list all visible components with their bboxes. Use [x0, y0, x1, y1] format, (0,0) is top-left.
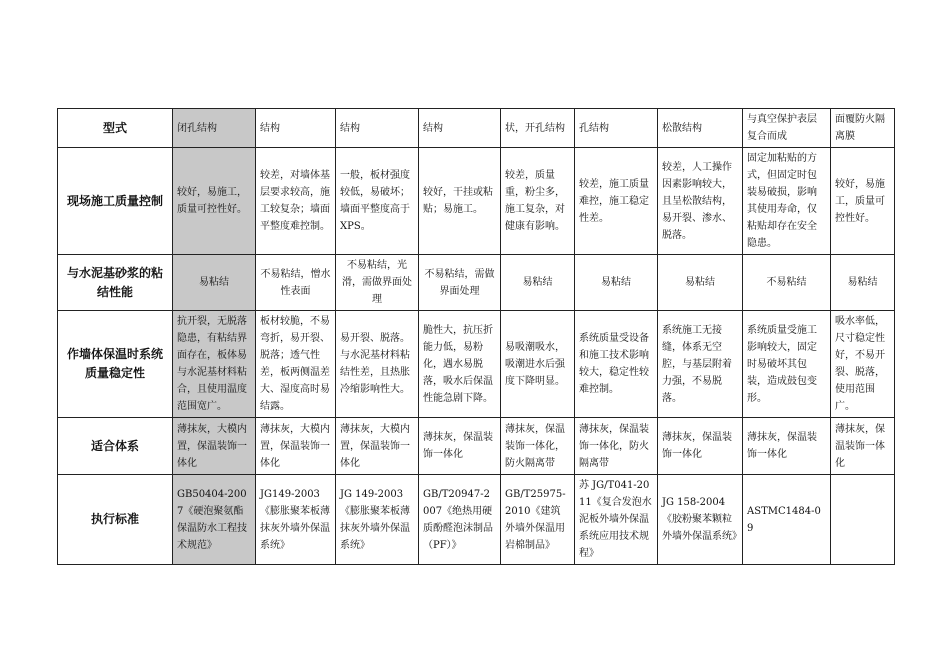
- comparison-table: [57, 108, 895, 565]
- table-cell: 薄抹灰，保温装饰一体化: [419, 418, 501, 475]
- table-row: [58, 475, 895, 565]
- table-cell: 脆性大，抗压折能力低，易粉化，遇水易脱落，吸水后保温性能急剧下降。: [419, 311, 501, 418]
- table-cell: 薄抹灰，保温装饰一体化: [658, 418, 743, 475]
- table-cell: 薄抹灰，保温装饰一体化: [743, 418, 831, 475]
- table-cell: [831, 475, 895, 565]
- table-row: [58, 311, 895, 418]
- table-cell: 易开裂、脱落。与水泥基材料粘结性差，且热胀冷缩影响性大。: [336, 311, 419, 418]
- table-cell: 较差，人工操作因素影响较大，且呈松散结构，易开裂、渗水、脱落。: [658, 148, 743, 255]
- table-cell: 吸水率低，尺寸稳定性好，不易开裂、脱落，使用范围广。: [831, 311, 895, 418]
- table-cell: 较差，施工质量难控，施工稳定性差。: [575, 148, 658, 255]
- row-label: 执行标准: [58, 475, 173, 565]
- table-cell: JG149-2003《膨胀聚苯板薄抹灰外墙外保温系统》: [256, 475, 336, 565]
- table-cell: 系统施工无接缝，体系无空腔，与基层附着力强，不易脱落。: [658, 311, 743, 418]
- table-cell: 易粘结: [173, 255, 256, 311]
- header-cell: 结构: [336, 109, 419, 148]
- header-cell: 与真空保护表层复合而成: [743, 109, 831, 148]
- header-row: [58, 109, 895, 148]
- table-cell: 固定加粘贴的方式，但固定时包装易破损，影响其使用寿命，仅粘贴却存在安全隐患。: [743, 148, 831, 255]
- table-cell: 易吸潮吸水，吸潮进水后强度下降明显。: [501, 311, 575, 418]
- table-cell: 系统质量受设备和施工技术影响较大，稳定性较难控制。: [575, 311, 658, 418]
- table-cell: ASTMC1484-09: [743, 475, 831, 565]
- table-cell: GB50404-2007《硬泡聚氨酯保温防水工程技术规范》: [173, 475, 256, 565]
- table-cell: 苏 JG/T041-2011《复合发泡水泥板外墙外保温系统应用技术规程》: [575, 475, 658, 565]
- table-cell: 薄抹灰，大模内置，保温装饰一体化: [173, 418, 256, 475]
- table-cell: 不易粘结，光滑，需做界面处理: [336, 255, 419, 311]
- row-label: 型式: [58, 109, 173, 148]
- header-cell: 面覆防火隔离膜: [831, 109, 895, 148]
- table-cell: GB/T25975-2010《建筑外墙外保温用岩棉制品》: [501, 475, 575, 565]
- table-cell: 易粘结: [501, 255, 575, 311]
- table-cell: 较好，干挂或粘贴；易施工。: [419, 148, 501, 255]
- header-cell: 孔结构: [575, 109, 658, 148]
- header-cell: 状，开孔结构: [501, 109, 575, 148]
- table-cell: JG 158-2004《胶粉聚苯颗粒外墙外保温系统》: [658, 475, 743, 565]
- table-cell: 抗开裂，无脱落隐患，有粘结界面存在，板体易与水泥基材料粘合，且使用温度范围宽广。: [173, 311, 256, 418]
- table-cell: 易粘结: [575, 255, 658, 311]
- table-row: [58, 148, 895, 255]
- table-cell: 薄抹灰，大模内置，保温装饰一体化: [336, 418, 419, 475]
- table-cell: 较差，对墙体基层要求较高，施工较复杂；墙面平整度难控制。: [256, 148, 336, 255]
- header-cell: 闭孔结构: [173, 109, 256, 148]
- table-cell: 一般，板材强度较低，易破坏；墙面平整度高于XPS。: [336, 148, 419, 255]
- row-label: 现场施工质量控制: [58, 148, 173, 255]
- table-row: [58, 255, 895, 311]
- row-label: 适合体系: [58, 418, 173, 475]
- table-cell: 较好，易施工，质量可控性好。: [173, 148, 256, 255]
- table-cell: 薄抹灰，保温装饰一体化: [831, 418, 895, 475]
- table-cell: 不易粘结，需做界面处理: [419, 255, 501, 311]
- table-cell: 板材较脆，不易弯折，易开裂、脱落；透气性差，板两侧温差大、湿度高时易结露。: [256, 311, 336, 418]
- table-cell: 薄抹灰，保温装饰一体化，防火隔离带: [501, 418, 575, 475]
- table-cell: 较好，易施工，质量可控性好。: [831, 148, 895, 255]
- table-cell: 不易粘结: [743, 255, 831, 311]
- table-cell: 易粘结: [658, 255, 743, 311]
- table-row: [58, 418, 895, 475]
- header-cell: 结构: [419, 109, 501, 148]
- table-cell: GB/T20947-2007《绝热用硬质酚醛泡沫制品（PF）》: [419, 475, 501, 565]
- table-cell: 薄抹灰，大模内置，保温装饰一体化: [256, 418, 336, 475]
- header-cell: 松散结构: [658, 109, 743, 148]
- header-cell: 结构: [256, 109, 336, 148]
- table-cell: 系统质量受施工影响较大，固定时易破坏其包装，造成鼓包变形。: [743, 311, 831, 418]
- row-label: 作墙体保温时系统质量稳定性: [58, 311, 173, 418]
- table-cell: 不易粘结，憎水性表面: [256, 255, 336, 311]
- table-cell: 薄抹灰，保温装饰一体化，防火隔离带: [575, 418, 658, 475]
- table-cell: 较差，质量重，粉尘多，施工复杂，对健康有影响。: [501, 148, 575, 255]
- table-cell: 易粘结: [831, 255, 895, 311]
- row-label: 与水泥基砂浆的粘结性能: [58, 255, 173, 311]
- table-cell: JG 149-2003《膨胀聚苯板薄抹灰外墙外保温系统》: [336, 475, 419, 565]
